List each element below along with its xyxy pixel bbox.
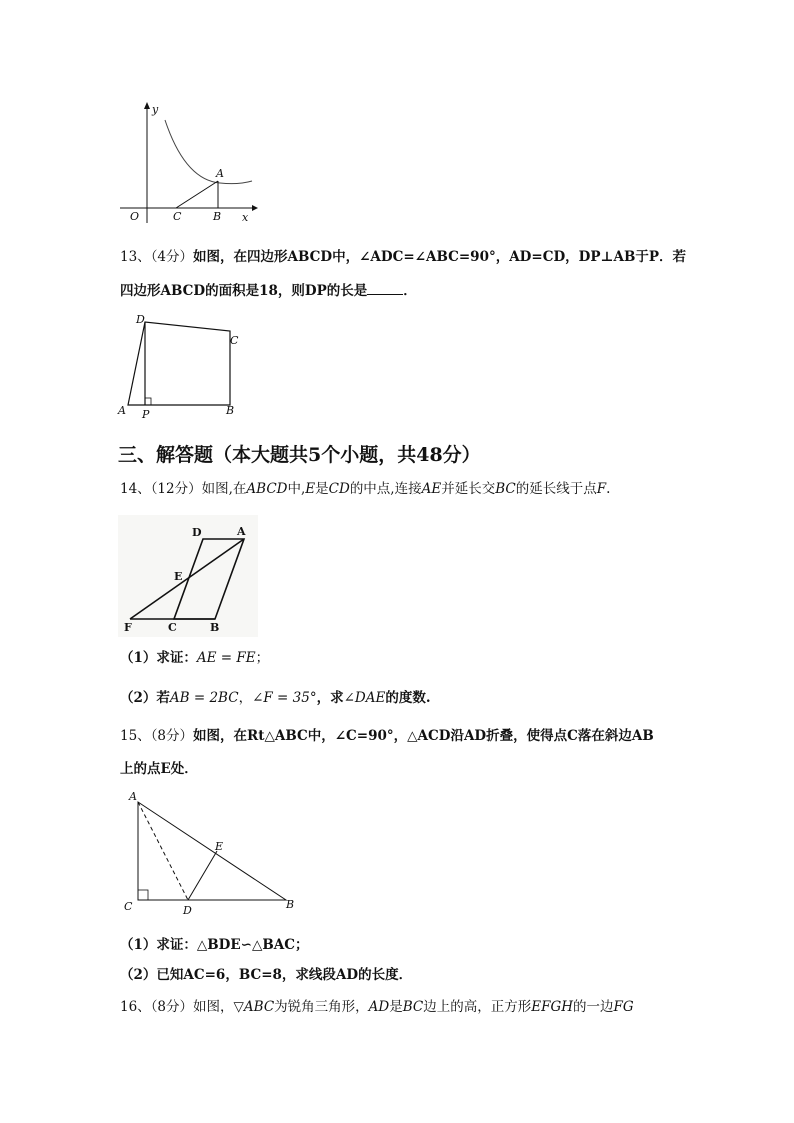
- label-C: C: [173, 210, 182, 223]
- q13-number: 13、: [120, 249, 151, 265]
- right-angle-mark: [138, 890, 148, 900]
- q15-score: （8分）: [150, 728, 194, 744]
- q14-m3: CD: [328, 481, 350, 497]
- label-A: A: [118, 404, 126, 417]
- q14-t6: 的延长线于点: [515, 481, 597, 497]
- label-D: D: [136, 313, 145, 326]
- q16-t1: 如图，: [193, 999, 234, 1015]
- q12-figure: [110, 95, 270, 230]
- q14-score: （12分）: [150, 481, 202, 497]
- q14-m6: F: [596, 481, 607, 497]
- q14-p2-sep: ，: [238, 690, 253, 706]
- q15-p2: （2）已知AC=6，BC=8，求线段AD的长度．: [120, 967, 413, 983]
- x-axis-arrow-icon: [252, 205, 258, 211]
- segment-AC: [176, 181, 218, 208]
- label-D: D: [192, 526, 202, 539]
- q16-line1: [120, 997, 634, 1017]
- label-B: B: [226, 404, 235, 417]
- segment-AD-dashed: [138, 802, 188, 900]
- q13-score: （4分）: [150, 249, 194, 265]
- q14-t4: 的中点,连接: [349, 481, 422, 497]
- right-angle-mark: [145, 398, 151, 405]
- q15-p1: （1）求证：△BDE∽△BAC；: [120, 937, 309, 953]
- q15-part1: [120, 935, 309, 955]
- label-D: D: [183, 904, 192, 917]
- q15-part2: [120, 965, 412, 985]
- label-B: B: [286, 898, 295, 911]
- q14-p2-t: ，求: [316, 690, 344, 706]
- q14-p2-label: （2）若: [120, 690, 170, 706]
- q15-line2: [120, 759, 198, 779]
- q14-m2: E: [305, 481, 316, 497]
- q14-p2-m2: ∠F = 35°: [252, 690, 317, 706]
- q13-text2-end: ．: [403, 283, 417, 299]
- label-x: x: [242, 211, 249, 224]
- q15-text2: 上的点E处．: [120, 761, 198, 777]
- q14-t3: 是: [315, 481, 329, 497]
- q14-part1: [120, 648, 269, 668]
- q14-t5: 并延长交: [441, 481, 496, 497]
- label-O: O: [130, 210, 140, 223]
- q14-m4: AE: [421, 481, 442, 497]
- q16-m4: EFGH: [531, 999, 574, 1015]
- q14-line1: [120, 479, 610, 499]
- section-heading: 三、解答题（本大题共5个小题，共48分）: [118, 444, 481, 466]
- q14-p2-m1: AB = 2BC: [169, 690, 239, 706]
- q13-text2: 四边形ABCD的面积是18，则DP的长是: [120, 283, 368, 299]
- q13-text1: 如图，在四边形ABCD中，∠ADC=∠ABC=90°，AD=CD，DP⊥AB于P．若: [193, 249, 687, 265]
- q14-t2: 中,: [287, 481, 306, 497]
- q15-text1: 如图，在Rt△ABC中，∠C=90°，△ACD沿AD折叠，使得点C落在斜边AB: [193, 728, 654, 744]
- y-axis-arrow-icon: [144, 102, 150, 109]
- label-C: C: [124, 900, 133, 913]
- label-F: F: [124, 621, 132, 634]
- q15-number: 15、: [120, 728, 151, 744]
- label-C: C: [230, 334, 239, 347]
- label-B: B: [213, 210, 222, 223]
- quadrilateral-ABCD: [128, 322, 230, 405]
- q14-m5: BC: [495, 481, 516, 497]
- label-A: A: [237, 525, 246, 538]
- q16-m3: BC: [402, 999, 424, 1015]
- q15-line1: [120, 726, 654, 746]
- q14-t7: .: [606, 481, 611, 497]
- q16-m1: ▽ABC: [233, 999, 275, 1015]
- q16-m5: FG: [613, 999, 634, 1015]
- q14-figure: [118, 515, 258, 637]
- q16-number: 16、: [120, 999, 151, 1015]
- q16-score: （8分）: [150, 999, 194, 1015]
- q14-m1: ABCD: [246, 481, 288, 497]
- q16-t3: 是: [389, 999, 403, 1015]
- q13-figure: [112, 308, 252, 423]
- label-P: P: [142, 408, 150, 421]
- q14-p2-m3: ∠DAE: [343, 690, 386, 706]
- label-A: A: [216, 167, 224, 180]
- q14-p2-end: 的度数.: [385, 690, 431, 706]
- q14-p1-math: AE = FE: [196, 650, 256, 666]
- segment-DE: [188, 851, 217, 900]
- label-A: A: [129, 790, 137, 803]
- q16-t4: 边上的高，正方形: [423, 999, 532, 1015]
- q14-t1: 如图,在: [201, 481, 247, 497]
- label-E: E: [215, 840, 224, 853]
- label-B: B: [210, 621, 220, 634]
- label-C: C: [168, 621, 177, 634]
- label-y: y: [152, 103, 159, 116]
- q13-line2: [120, 281, 417, 301]
- q14-p1-end: ；: [255, 650, 270, 666]
- q16-m2: AD: [368, 999, 390, 1015]
- q16-t2: 为锐角三角形，: [274, 999, 369, 1015]
- q13-answer-blank[interactable]: [367, 281, 403, 295]
- hyperbola-curve: [165, 120, 252, 184]
- q14-p1-label: （1）求证：: [120, 650, 197, 666]
- q13-line1: [120, 247, 686, 267]
- label-E: E: [174, 570, 183, 583]
- q14-part2: [120, 688, 431, 708]
- q16-t5: 的一边: [573, 999, 614, 1015]
- triangle-ABC: [138, 802, 286, 900]
- q14-number: 14、: [120, 481, 151, 497]
- q15-figure: [118, 788, 303, 918]
